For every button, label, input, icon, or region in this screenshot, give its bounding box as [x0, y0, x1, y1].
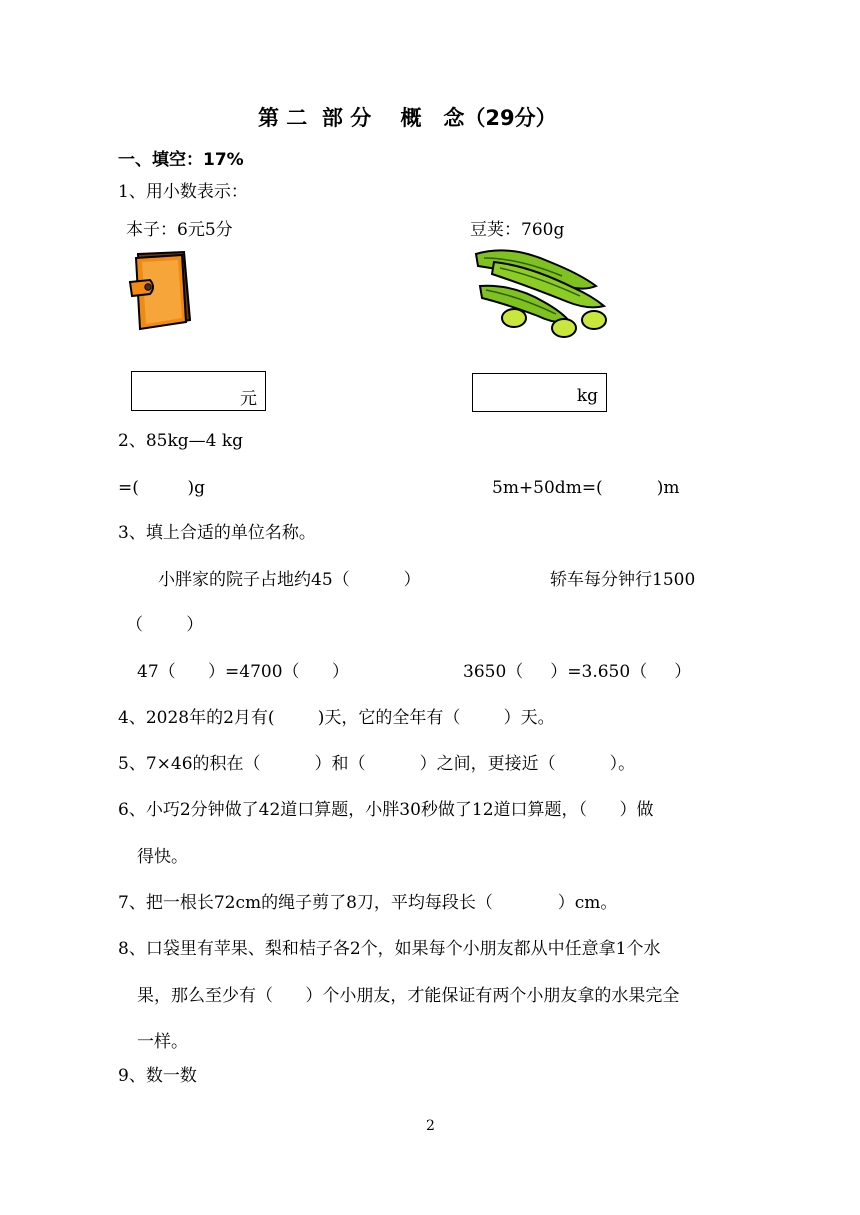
question-4: 4、2028年的2月有( )天，它的全年有（ ）天。 — [118, 708, 555, 728]
question-3-line3a: 47（ ）=4700（ ） — [137, 662, 349, 682]
beans-caption: 豆荚：760g — [470, 220, 565, 240]
question-6-line1: 6、小巧2分钟做了42道口算题，小胖30秒做了12道口算题，（ ）做 — [118, 800, 654, 820]
notebook-caption: 本子：6元5分 — [126, 220, 233, 240]
question-5: 5、7×46的积在（ ）和（ ）之间，更接近（ ）。 — [118, 754, 636, 774]
question-3-line3b: 3650（ ）=3.650（ ） — [463, 662, 692, 682]
question-2-right: 5m+50dm=( )m — [492, 478, 680, 498]
notebook-icon — [128, 250, 194, 332]
question-7: 7、把一根长72cm的绳子剪了8刀，平均每段长（ ）cm。 — [118, 893, 618, 913]
question-2-label: 2、85kg—4 kg — [118, 431, 244, 451]
question-8-line3: 一样。 — [137, 1032, 188, 1052]
question-3-line1b: 轿车每分钟行1500 — [550, 570, 696, 590]
page-title: 第 二 部 分 概 念（29分） — [258, 106, 557, 130]
question-9: 9、数一数 — [118, 1066, 197, 1086]
question-3-line1a: 小胖家的院子占地约45（ ） — [158, 570, 421, 590]
question-6-line2: 得快。 — [137, 847, 188, 867]
bean-pods-icon — [470, 244, 610, 340]
question-8-line2: 果，那么至少有（ ）个小朋友，才能保证有两个小朋友拿的水果完全 — [137, 986, 680, 1006]
notebook-answer-box[interactable] — [131, 371, 266, 411]
unit-label: 元 — [240, 389, 257, 409]
unit-label: kg — [576, 386, 598, 406]
question-2-left: =( )g — [118, 478, 206, 498]
question-1-label: 1、用小数表示： — [118, 182, 248, 202]
beans-answer-box[interactable] — [472, 373, 607, 412]
page-number: 2 — [426, 1118, 435, 1134]
question-8-line1: 8、口袋里有苹果、梨和桔子各2个，如果每个小朋友都从中任意拿1个水 — [118, 939, 661, 959]
question-3-line2: （ ） — [126, 615, 204, 635]
question-3-label: 3、填上合适的单位名称。 — [118, 523, 316, 543]
section-heading: 一、填空：17% — [118, 150, 244, 170]
